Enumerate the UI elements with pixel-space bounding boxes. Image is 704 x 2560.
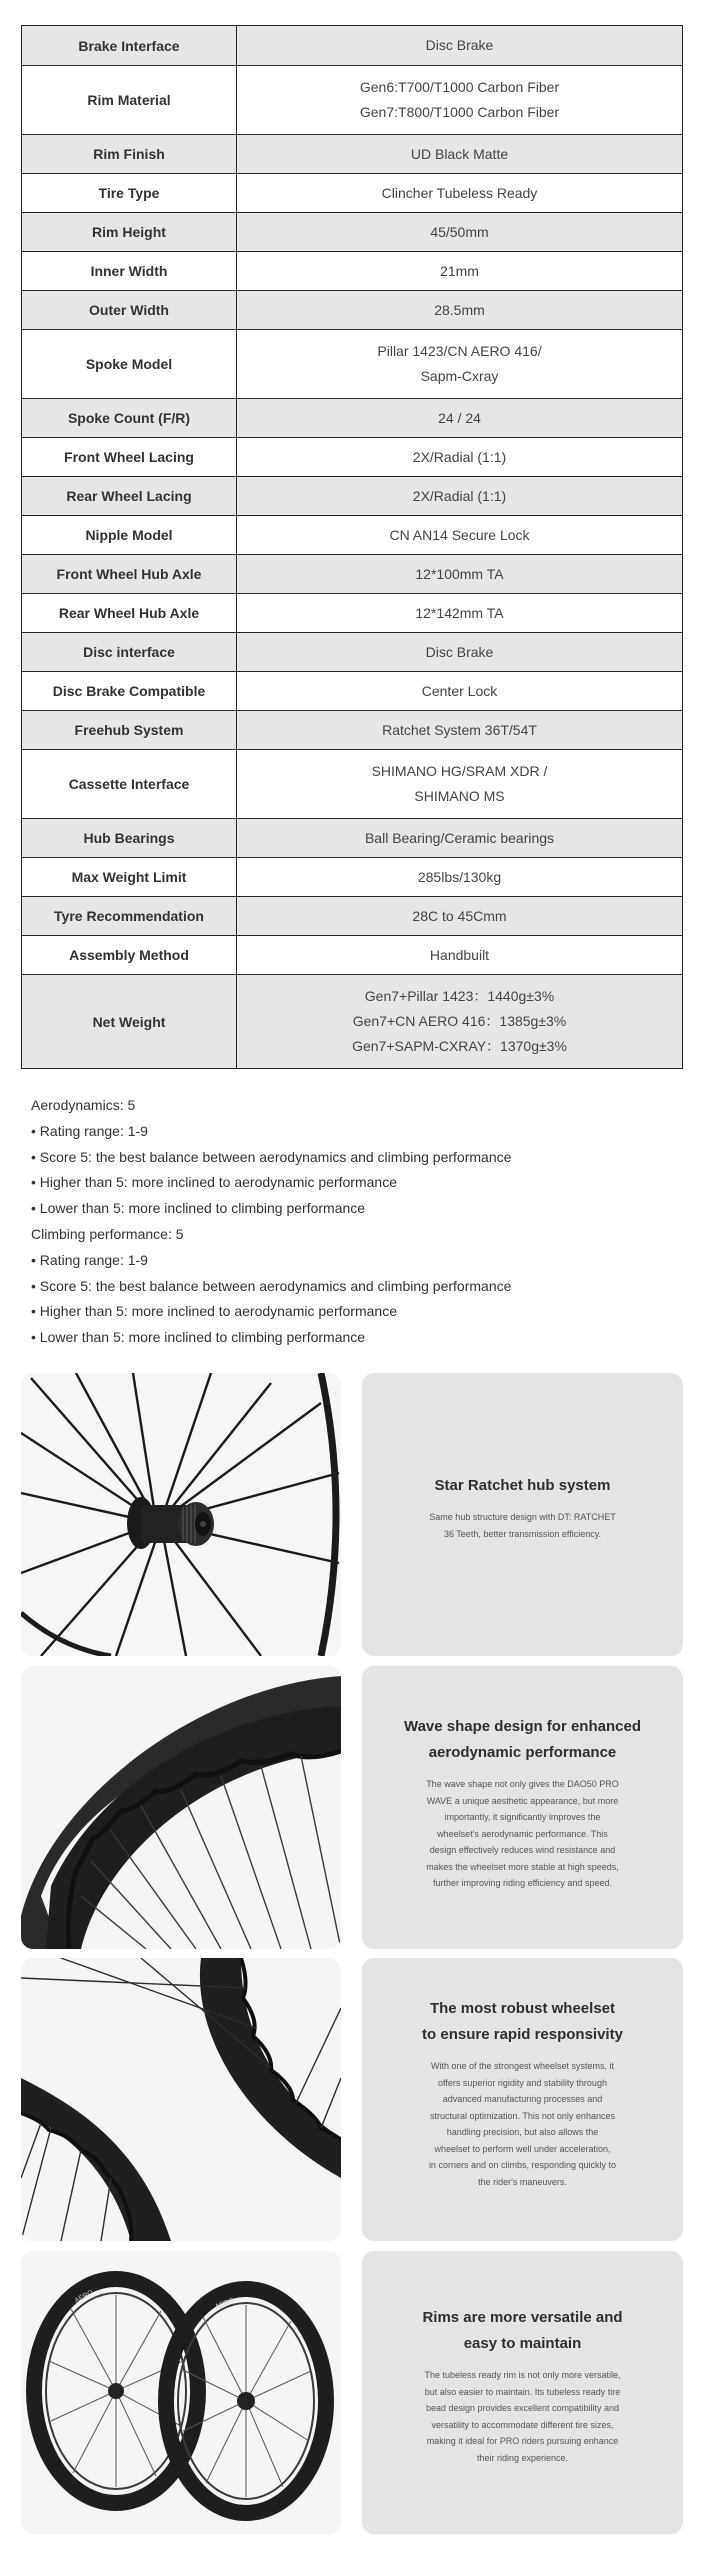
- spec-label: Hub Bearings: [22, 819, 237, 858]
- feature-text-line: in corners and on climbs, responding quickly to: [428, 2160, 617, 2170]
- rim-spokes-image: [21, 1958, 341, 2241]
- spec-label: Disc Brake Compatible: [22, 672, 237, 711]
- rating-line: • Rating range: 1-9: [31, 1122, 148, 1139]
- spec-value-line: 2X/Radial (1:1): [412, 448, 507, 465]
- feature-text-line: versatility to accommodate different tire sizes,: [431, 2419, 614, 2430]
- rating-line: • Rating range: 1-9: [31, 1251, 148, 1268]
- spec-row: [22, 516, 683, 555]
- wave-feature-card: [362, 1666, 683, 1949]
- robust-feature-title: [362, 1996, 683, 2048]
- spec-label: Disc interface: [22, 633, 237, 672]
- feature-text-line: The tubeless ready rim is not only more versatile,: [424, 2370, 621, 2380]
- spec-value-line: 2X/Radial (1:1): [412, 487, 507, 504]
- wave-rim-image: [21, 1666, 341, 1949]
- rim-decal-text: AERO: [73, 2289, 95, 2305]
- spec-value: [237, 174, 683, 213]
- spec-table: [21, 25, 683, 1069]
- spec-value: [237, 594, 683, 633]
- spec-value: [237, 897, 683, 936]
- feature-text-line: their riding experience.: [476, 2452, 569, 2463]
- spec-label: Cassette Interface: [22, 750, 237, 819]
- spec-value-line: UD Black Matte: [410, 145, 509, 162]
- spec-value: [237, 66, 683, 135]
- spec-value-line: Disc Brake: [425, 643, 494, 660]
- rating-line: • Higher than 5: more inclined to aerodynamic performance: [31, 1303, 397, 1320]
- versatile-photo: [21, 2251, 341, 2534]
- spec-value-line: 28C to 45Cmm: [412, 907, 507, 924]
- feature-text-line: advanced manufacturing processes and: [442, 2094, 603, 2104]
- spec-row: [22, 594, 683, 633]
- spec-label: Brake Interface: [22, 26, 237, 66]
- feature-text-line: bead design provides excellent compatibility and: [425, 2403, 620, 2413]
- rating-line: Aerodynamics: 5: [31, 1097, 136, 1113]
- wave-feature-text: [362, 1776, 683, 1892]
- spec-value: [237, 858, 683, 897]
- spec-label: Nipple Model: [22, 516, 237, 555]
- rating-line: • Lower than 5: more inclined to climbing performance: [31, 1329, 366, 1346]
- rating-line: • Score 5: the best balance between aerodynamics and climbing performance: [31, 1148, 512, 1165]
- spec-row: [22, 711, 683, 750]
- spec-value: [237, 26, 683, 66]
- spec-value: [237, 672, 683, 711]
- spec-value-line: 12*142mm TA: [415, 604, 504, 621]
- feature-text-line: With one of the strongest wheelset systems, it: [430, 2061, 615, 2071]
- spec-value-line: Disc Brake: [425, 37, 494, 53]
- feature-title-line: easy to maintain: [463, 2335, 582, 2352]
- feature-title-line: The most robust wheelset: [429, 2000, 616, 2017]
- rating-line: • Higher than 5: more inclined to aerodynamic performance: [31, 1174, 397, 1191]
- spec-value-line: 24 / 24: [438, 409, 481, 426]
- feature-title-line: Star Ratchet hub system: [434, 1477, 611, 1494]
- spec-value-line: 21mm: [440, 262, 479, 279]
- feature-text-line: 36 Teeth, better transmission efficiency.: [443, 1528, 602, 1539]
- versatile-feature-card: [362, 2251, 683, 2534]
- hub-feature-title: [362, 1473, 683, 1499]
- spec-row: [22, 252, 683, 291]
- feature-title-line: to ensure rapid responsivity: [422, 2026, 623, 2043]
- robust-feature-card: [362, 1958, 683, 2241]
- spec-label: Inner Width: [22, 252, 237, 291]
- spec-value-line: Gen7:T800/T1000 Carbon Fiber: [359, 104, 560, 120]
- spec-label: Max Weight Limit: [22, 858, 237, 897]
- spec-row: [22, 936, 683, 975]
- feature-text-line: the rider's maneuvers.: [478, 2176, 567, 2187]
- spec-value: [237, 252, 683, 291]
- spec-value: [237, 750, 683, 819]
- spec-row: [22, 330, 683, 399]
- hub-feature-text: [362, 1509, 683, 1542]
- spec-value: [237, 936, 683, 975]
- spec-value-line: Clincher Tubeless Ready: [381, 184, 538, 201]
- ratings-section: [31, 1093, 671, 1351]
- spec-value-line: 285lbs/130kg: [417, 868, 502, 885]
- spec-row: [22, 819, 683, 858]
- spec-label: Net Weight: [22, 975, 237, 1069]
- spec-value-line: Gen7+SAPM-CXRAY：1370g±3%: [352, 1038, 567, 1054]
- spec-label: Spoke Model: [22, 330, 237, 399]
- spec-row: [22, 477, 683, 516]
- feature-text-line: structural optimization. This not only enhances: [430, 2110, 615, 2121]
- spec-label: Rear Wheel Lacing: [22, 477, 237, 516]
- spec-label: Tire Type: [22, 174, 237, 213]
- spec-row: [22, 26, 683, 66]
- spec-value: [237, 438, 683, 477]
- spec-label: Rear Wheel Hub Axle: [22, 594, 237, 633]
- robust-feature-text: [362, 2058, 683, 2190]
- versatile-feature-text: [362, 2367, 683, 2466]
- spec-row: [22, 291, 683, 330]
- spec-label: Rim Finish: [22, 135, 237, 174]
- spec-value: [237, 633, 683, 672]
- spec-value-line: Gen7+Pillar 1423：1440g±3%: [364, 988, 555, 1004]
- spec-value-line: SHIMANO MS: [414, 788, 505, 804]
- rear-hub-image: [21, 1373, 341, 1656]
- spec-value: [237, 330, 683, 399]
- spec-row: [22, 174, 683, 213]
- feature-text-line: WAVE a unique aesthetic appearance, but more: [426, 1795, 619, 1806]
- feature-title-line: aerodynamic performance: [428, 1744, 617, 1761]
- feature-text-line: wheelset to perform well under acceleration,: [434, 2143, 611, 2154]
- feature-text-line: design effectively reduces wind resistance and: [429, 1845, 616, 1855]
- spec-value: [237, 399, 683, 438]
- spec-value: [237, 975, 683, 1069]
- feature-text-line: Same hub structure design with DT: RATCHET: [429, 1512, 616, 1522]
- rating-line: • Lower than 5: more inclined to climbing performance: [31, 1200, 366, 1217]
- hub-feature-card: [362, 1373, 683, 1656]
- spec-value-line: 12*100mm TA: [415, 565, 504, 582]
- spec-label: Rim Material: [22, 66, 237, 135]
- robust-photo: [21, 1958, 341, 2241]
- spec-value-line: Pillar 1423/CN AERO 416/: [377, 343, 542, 359]
- spec-row: [22, 672, 683, 711]
- spec-row: [22, 135, 683, 174]
- spec-value: [237, 477, 683, 516]
- feature-text-line: further improving riding efficiency and speed.: [433, 1878, 612, 1888]
- spec-label: Tyre Recommendation: [22, 897, 237, 936]
- spec-value-line: CN AN14 Secure Lock: [389, 526, 530, 543]
- spec-row: [22, 438, 683, 477]
- spec-row: [22, 399, 683, 438]
- feature-text-line: wheelset's aerodynamic performance. This: [437, 1828, 608, 1839]
- versatile-feature-title: [362, 2305, 683, 2357]
- spec-row: [22, 555, 683, 594]
- spec-value: [237, 711, 683, 750]
- spec-value: [237, 291, 683, 330]
- spec-value-line: Sapm-Cxray: [420, 368, 499, 384]
- spec-label: Outer Width: [22, 291, 237, 330]
- rim-decal-text-front: AERO: [214, 2296, 236, 2311]
- wave-photo: [21, 1666, 341, 1949]
- spec-value-line: Ball Bearing/Ceramic bearings: [364, 829, 555, 846]
- wave-feature-title: [362, 1714, 683, 1766]
- feature-title-line: Wave shape design for enhanced: [403, 1718, 641, 1735]
- spec-value: [237, 213, 683, 252]
- spec-value: [237, 555, 683, 594]
- spec-label: Spoke Count (F/R): [22, 399, 237, 438]
- wheelset-pair-image: [21, 2251, 341, 2534]
- spec-value-line: Handbuilt: [429, 946, 490, 963]
- spec-label: Front Wheel Hub Axle: [22, 555, 237, 594]
- spec-row: [22, 750, 683, 819]
- spec-value-line: Ratchet System 36T/54T: [382, 721, 537, 738]
- spec-value-line: 28.5mm: [434, 301, 485, 318]
- feature-text-line: The wave shape not only gives the DAO50 PRO: [426, 1779, 619, 1789]
- feature-text-line: handling precision, but also allows the: [446, 2127, 599, 2137]
- feature-text-line: offers superior rigidity and stability through: [438, 2077, 607, 2088]
- spec-row: [22, 975, 683, 1069]
- spec-label: Assembly Method: [22, 936, 237, 975]
- feature-text-line: making it ideal for PRO riders pursuing enhance: [426, 2436, 619, 2446]
- feature-text-line: importantly, it significantly improves the: [444, 1812, 601, 1822]
- feature-title-line: Rims are more versatile and: [422, 2309, 623, 2326]
- spec-label: Freehub System: [22, 711, 237, 750]
- spec-value: [237, 135, 683, 174]
- hub-photo: [21, 1373, 341, 1656]
- spec-value-line: SHIMANO HG/SRAM XDR /: [371, 763, 548, 779]
- spec-value: [237, 516, 683, 555]
- spec-row: [22, 213, 683, 252]
- rating-line: Climbing performance: 5: [31, 1225, 184, 1242]
- spec-row: [22, 858, 683, 897]
- spec-label: Front Wheel Lacing: [22, 438, 237, 477]
- spec-row: [22, 633, 683, 672]
- feature-text-line: but also easier to maintain. Its tubeless ready tire: [424, 2386, 621, 2397]
- spec-value: [237, 819, 683, 858]
- spec-label: Rim Height: [22, 213, 237, 252]
- feature-text-line: makes the wheelset more stable at high speeds,: [426, 1861, 619, 1872]
- rating-line: • Score 5: the best balance between aerodynamics and climbing performance: [31, 1277, 512, 1294]
- spec-row: [22, 897, 683, 936]
- spec-value-line: Center Lock: [421, 682, 498, 699]
- spec-row: [22, 66, 683, 135]
- spec-value-line: Gen7+CN AERO 416：1385g±3%: [352, 1013, 567, 1029]
- spec-value-line: 45/50mm: [430, 223, 489, 240]
- spec-value-line: Gen6:T700/T1000 Carbon Fiber: [359, 79, 560, 95]
